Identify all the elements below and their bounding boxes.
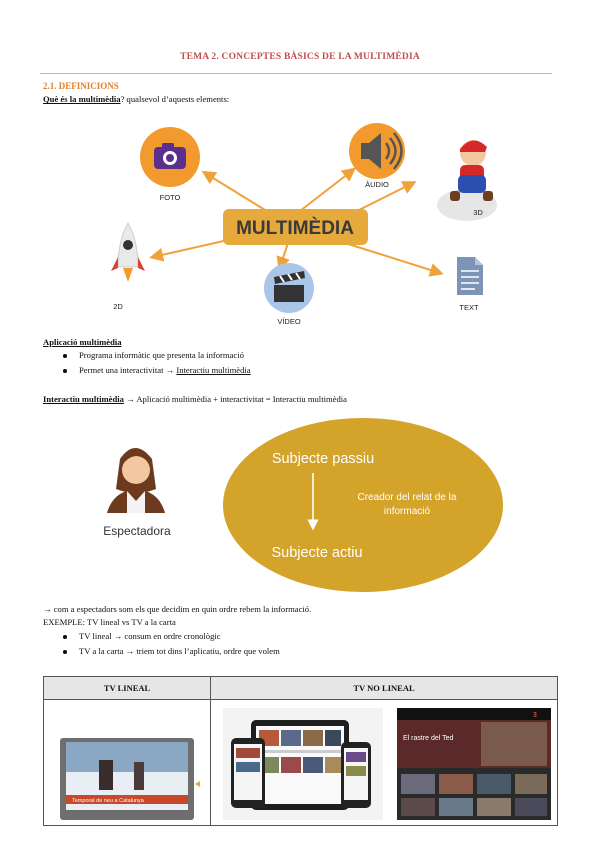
example-bullet-2: TV a la carta → triem tot dins l’aplicatiu, ordre que volem <box>79 646 280 656</box>
section-heading: 2.1. DEFINICIONS <box>43 81 119 91</box>
document-icon <box>457 257 483 295</box>
app-bullet-2-text: Permet una interactivitat → <box>79 365 177 375</box>
passive-subject: Subjecte passiu <box>271 451 375 467</box>
intro-line <box>43 94 229 105</box>
col-tv-lineal: TV LINEAL <box>44 677 211 700</box>
cell-tv-no-lineal <box>211 700 558 826</box>
bullet-dot <box>63 635 67 639</box>
on-demand-devices-image <box>211 700 557 820</box>
tv-caption: Temporal de neu a Catalunya <box>72 798 144 804</box>
foto-label: FOTO <box>159 193 181 202</box>
tv-comparison-table <box>43 676 558 826</box>
example-line: EXEMPLE: TV lineal vs TV a la carta <box>43 617 176 627</box>
creator-label-1: Creador del relat de la <box>357 492 457 503</box>
page-title: TEMA 2. CONCEPTES BÀSICS DE LA MULTIMÈDIA <box>180 52 420 62</box>
bullet-dot <box>63 369 67 373</box>
three-d-label: 3D <box>473 208 483 217</box>
center-label: MULTIMÈDIA <box>236 218 354 239</box>
intro-question: Què és la multimèdia <box>43 94 121 104</box>
col-tv-no-lineal: TV NO LINEAL <box>211 677 558 700</box>
creator-label-2: informació <box>383 506 431 517</box>
two-d-label: 2D <box>113 302 123 311</box>
site-section-title: El rastre del Ted <box>403 735 454 742</box>
bullet-dot <box>63 354 67 358</box>
person-icon <box>107 448 165 513</box>
title-divider <box>40 73 552 74</box>
interactive-definition <box>43 394 347 405</box>
site-logo: 3 <box>533 712 537 719</box>
spectator-note: → com a espectadors som els que decidim en quin ordre rebem la informació. <box>43 604 312 614</box>
interactive-term: Interactiu multimèdia <box>43 394 124 404</box>
rocket-icon <box>111 223 145 282</box>
interactiu-link: Interactiu multimèdia <box>176 365 251 375</box>
game-character-icon <box>437 140 501 221</box>
camera-icon <box>140 127 200 187</box>
spectator-diagram <box>85 415 505 595</box>
app-heading: Aplicació multimèdia <box>43 337 122 347</box>
app-bullet-2 <box>79 365 251 376</box>
subject-ellipse <box>223 418 503 592</box>
active-subject: Subjecte actiu <box>271 545 363 561</box>
video-label: VÍDEO <box>277 317 301 326</box>
interactive-rest: → Aplicació multimèdia + interactivitat = Interactiu multimèdia <box>123 394 347 404</box>
example-bullet-1: TV lineal → consum en ordre cronològic <box>79 631 221 641</box>
cell-tv-lineal <box>44 700 211 826</box>
multimedia-diagram <box>95 105 525 330</box>
clapperboard-icon <box>264 263 314 313</box>
tv-set-image <box>44 700 210 820</box>
intro-rest: ? qualsevol d’aquests elements: <box>120 94 230 104</box>
app-bullet-1: Programa informàtic que presenta la informació <box>79 350 244 360</box>
bullet-dot <box>63 650 67 654</box>
speaker-icon <box>349 123 405 179</box>
audio-label: ÀUDIO <box>365 180 389 189</box>
text-label: TEXT <box>459 303 479 312</box>
person-label: Espectadora <box>103 524 171 538</box>
